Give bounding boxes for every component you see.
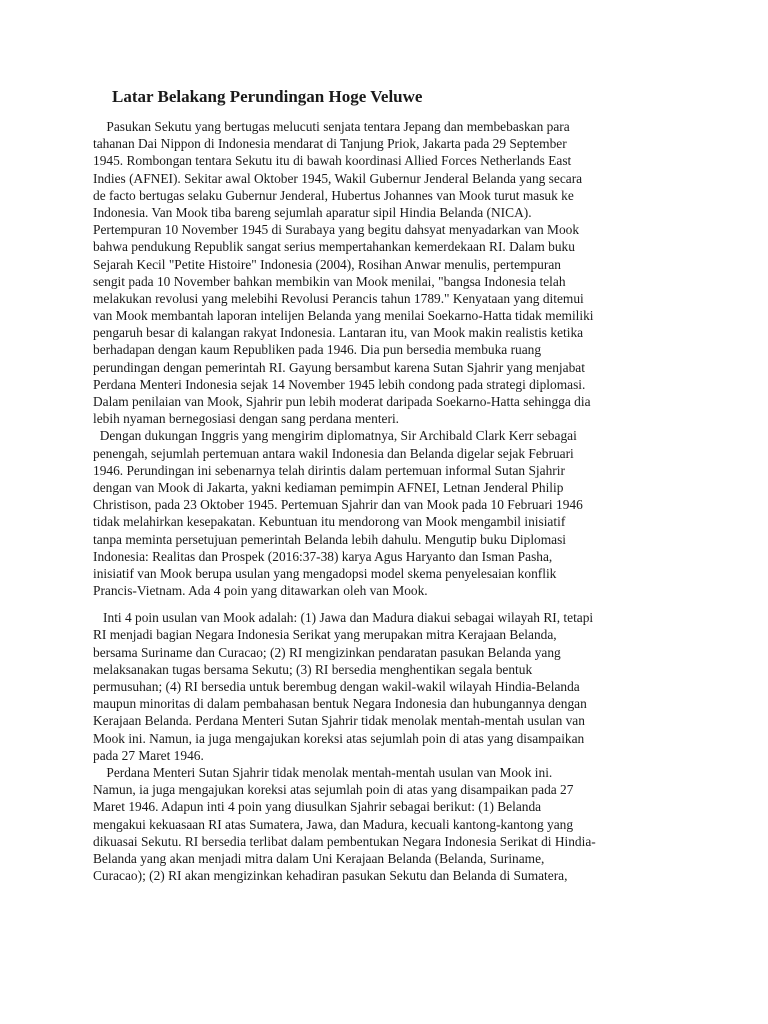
text-line: melaksanakan tugas bersama Sekutu; (3) RI bersedia menghentikan segala bentuk <box>93 661 533 677</box>
text-line: van Mook membantah laporan intelijen Belanda yang menilai Soekarno-Hatta tidak memiliki <box>93 308 594 324</box>
text-line: Perdana Menteri Indonesia sejak 14 November 1945 lebih condong pada strategi diplomasi. <box>93 376 586 392</box>
document-title: Latar Belakang Perundingan Hoge Veluwe <box>112 87 423 106</box>
text-line: inisiatif van Mook berupa usulan yang mengadopsi model skema penyelesaian konflik <box>93 565 557 581</box>
text-line: pada 27 Maret 1946. <box>93 747 204 763</box>
text-line: Dengan dukungan Inggris yang mengirim diplomatnya, Sir Archibald Clark Kerr sebagai <box>93 428 577 444</box>
text-line: 1945. Rombongan tentara Sekutu itu di bawah koordinasi Allied Forces Netherlands East <box>93 153 572 169</box>
text-line: mengakui kekuasaan RI atas Sumatera, Jawa, dan Madura, kecuali kantong-kantong yang <box>93 816 574 832</box>
text-line: Kerajaan Belanda. Perdana Menteri Sutan Sjahrir tidak menolak mentah-mentah usulan van <box>93 713 585 729</box>
text-line: Pasukan Sekutu yang bertugas melucuti senjata tentara Jepang dan membebaskan para <box>93 119 570 134</box>
text-line: Christison, pada 23 Oktober 1945. Pertemuan Sjahrir dan van Mook pada 10 Februari 1946 <box>93 497 583 513</box>
text-line: Mook ini. Namun, ia juga mengajukan koreksi atas sejumlah poin di atas yang disampaikan <box>93 730 585 746</box>
text-line: Namun, ia juga mengajukan koreksi atas sejumlah poin di atas yang disampaikan pada 27 <box>93 782 574 798</box>
text-line: Prancis-Vietnam. Ada 4 poin yang ditawarkan oleh van Mook. <box>93 583 428 599</box>
text-line: RI menjadi bagian Negara Indonesia Serikat yang merupakan mitra Kerajaan Belanda, <box>93 627 557 643</box>
text-line: dikuasai Sekutu. RI bersedia terlibat dalam pembentukan Negara Indonesia Serikat di Hindia- <box>93 833 596 849</box>
text-line: dengan van Mook di Jakarta, yakni kediaman pemimpin AFNEI, Letnan Jenderal Philip <box>93 479 564 495</box>
text-line: Indonesia: Realitas dan Prospek (2016:37-38) karya Agus Haryanto dan Isman Pasha, <box>93 548 553 564</box>
text-line: Inti 4 poin usulan van Mook adalah: (1) Jawa dan Madura diakui sebagai wilayah RI, tetapi <box>93 610 594 626</box>
paragraph-3 <box>93 609 683 764</box>
text-line: melakukan revolusi yang melebihi Revolusi Perancis tahun 1789." Kenyataan yang ditemui <box>93 290 584 306</box>
text-line: Perdana Menteri Sutan Sjahrir tidak menolak mentah-mentah usulan van Mook ini. <box>93 764 553 780</box>
paragraph-1 <box>93 118 683 427</box>
text-line: lebih nyaman bernegosiasi dengan sang perdana menteri. <box>93 411 400 427</box>
text-line: 1946. Perundingan ini sebenarnya telah dirintis dalam pertemuan informal Sutan Sjahrir <box>93 462 565 478</box>
text-line: perundingan dengan pemerintah RI. Gayung bersambut karena Sutan Sjahrir yang menjabat <box>93 359 585 375</box>
text-line: Indonesia. Van Mook tiba bareng sejumlah aparatur sipil Hindia Belanda (NICA). <box>93 204 532 220</box>
text-line: Sejarah Kecil "Petite Histoire" Indonesia (2004), Rosihan Anwar menulis, pertempuran <box>93 256 561 272</box>
paragraph-4 <box>93 764 683 884</box>
text-line: Indies (AFNEI). Sekitar awal Oktober 1945, Wakil Gubernur Jenderal Belanda yang secara <box>93 170 583 186</box>
text-line: sengit pada 10 November bahkan membikin van Mook menilai, "bangsa Indonesia telah <box>93 273 566 289</box>
text-line: bersama Suriname dan Curacao; (2) RI mengizinkan pendaratan pasukan Belanda yang <box>93 644 561 660</box>
paragraph-gap <box>93 599 683 609</box>
text-line: tidak melahirkan kesepakatan. Kebuntuan itu mendorong van Mook mengambil inisiatif <box>93 514 566 530</box>
text-line: Belanda yang akan menjadi mitra dalam Uni Kerajaan Belanda (Belanda, Suriname, <box>93 850 545 866</box>
text-line: tanpa meminta persetujuan pemerintah Belanda lebih dahulu. Mengutip buku Diplomasi <box>93 531 567 547</box>
paragraph-2 <box>93 427 683 599</box>
text-line: Maret 1946. Adapun inti 4 poin yang diusulkan Sjahrir sebagai berikut: (1) Belanda <box>93 799 542 815</box>
text-line: Pertempuran 10 November 1945 di Surabaya yang begitu dahsyat menyadarkan van Mook <box>93 222 580 238</box>
text-line: bahwa pendukung Republik sangat serius mempertahankan kemerdekaan RI. Dalam buku <box>93 239 575 255</box>
text-line: de facto bertugas selaku Gubernur Jenderal, Hubertus Johannes van Mook turut masuk ke <box>93 187 574 203</box>
text-line: Curacao); (2) RI akan mengizinkan kehadiran pasukan Sekutu dan Belanda di Sumatera, <box>93 868 568 884</box>
text-line: permusuhan; (4) RI bersedia untuk berembug dengan wakil-wakil wilayah Hindia-Belanda <box>93 679 580 694</box>
text-line: maupun minoritas di dalam pembahasan bentuk Negara Indonesia dan hubungannya dengan <box>93 696 587 712</box>
text-line: tahanan Dai Nippon di Indonesia mendarat di Tanjung Priok, Jakarta pada 29 September <box>93 136 567 152</box>
text-line: berhadapan dengan kaum Republiken pada 1946. Dia pun bersedia membuka ruang <box>93 342 542 358</box>
text-line: pengaruh besar di kalangan rakyat Indonesia. Lantaran itu, van Mook makin realistis ketika <box>93 325 584 341</box>
text-line: Dalam penilaian van Mook, Sjahrir pun lebih moderat daripada Soekarno-Hatta sehingga dia <box>93 394 591 409</box>
text-line: penengah, sejumlah pertemuan antara wakil Indonesia dan Belanda digelar sejak Februari <box>93 445 574 461</box>
document-body <box>93 118 683 884</box>
